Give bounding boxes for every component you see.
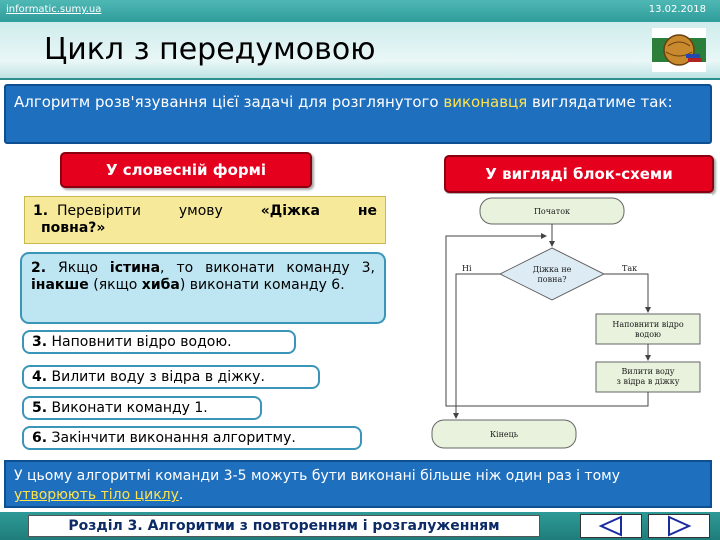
step-6: [22, 426, 362, 450]
globe-logo-icon: [648, 24, 710, 76]
intro-part1: Алгоритм розв'язування цієї задачі для розглянутого: [14, 93, 444, 111]
title-band: [0, 22, 720, 80]
step-6-num: 6.: [32, 430, 48, 446]
prev-slide-button[interactable]: [580, 514, 642, 538]
section-label: Розділ 3. Алгоритми з повторенням і розгалуженням: [28, 515, 540, 537]
step-2-e: (якщо: [88, 277, 142, 293]
flowchart-yes-label: Так: [622, 264, 638, 273]
step-1-num: 1.: [33, 203, 49, 219]
step-1-word3: «Діжка: [260, 203, 320, 219]
step-1-word1: Перевірити: [56, 203, 141, 219]
step-1: [24, 196, 386, 244]
top-bar: [0, 0, 720, 22]
step-3: [22, 330, 296, 354]
site-link[interactable]: informatic.sumy.ua: [6, 4, 102, 15]
step-4: [22, 365, 320, 389]
step-1-word4: не: [357, 203, 377, 219]
flowchart-action-fill-line1: Наповнити відро: [612, 320, 684, 329]
triangle-left-icon: [581, 515, 641, 537]
step-2-num: 2.: [31, 260, 47, 276]
flowchart-form-header: У вигляді блок-схеми: [444, 155, 714, 193]
flowchart-start-label: Початок: [533, 207, 571, 216]
step-5-text: Виконати команду 1.: [47, 400, 208, 416]
flowchart-action-fill-line2: водою: [634, 330, 662, 339]
step-1-line2: повна?»: [41, 220, 106, 236]
step-2-c: , то виконати команду 3,: [160, 260, 375, 276]
outro-part1: У цьому алгоритмі команди 3-5 можуть бути виконані більше ніж один раз і тому: [14, 468, 620, 484]
step-3-num: 3.: [32, 334, 48, 350]
page-title: Цикл з передумовою: [44, 32, 376, 67]
step-2-b: істина: [109, 260, 161, 276]
step-2-a: Якщо: [46, 260, 110, 276]
outro-part2: .: [178, 487, 184, 503]
step-6-text: Закінчити виконання алгоритму.: [47, 430, 296, 446]
step-1-word2: умову: [178, 203, 223, 219]
next-slide-button[interactable]: [648, 514, 710, 538]
intro-part2: виглядатиме так:: [527, 93, 673, 111]
step-5-num: 5.: [32, 400, 48, 416]
intro-highlight: виконавця: [443, 93, 528, 111]
step-2-f: хиба: [141, 277, 180, 293]
flowchart-action-fill: [596, 314, 700, 344]
outro-highlight: утворюють тіло циклу: [14, 487, 179, 503]
step-3-text: Наповнити відро водою.: [47, 334, 232, 350]
step-4-text: Вилити воду з відра в діжку.: [47, 369, 265, 385]
flowchart-diagram: [426, 194, 712, 458]
step-2: [20, 252, 386, 324]
flowchart-action-pour-line2: з відра в діжку: [616, 377, 680, 386]
flowchart-no-label: Ні: [462, 264, 472, 273]
flowchart-end-label: Кінець: [489, 430, 519, 439]
outro-text-box: [4, 460, 712, 508]
step-5: [22, 396, 262, 420]
triangle-right-icon: [649, 515, 709, 537]
verbal-form-header: У словесній формі: [60, 152, 312, 188]
slide-date: 13.02.2018: [648, 4, 706, 15]
step-2-d: інакше: [31, 277, 89, 293]
step-2-g: ) виконати команду 6.: [179, 277, 345, 293]
footer-bar: [0, 512, 720, 540]
flowchart-condition-line2: повна?: [537, 275, 567, 284]
step-4-num: 4.: [32, 369, 48, 385]
flowchart-condition-line1: Діжка не: [532, 265, 572, 274]
flowchart-action-pour-line1: Вилити воду: [621, 367, 675, 376]
intro-text-box: [4, 84, 712, 144]
